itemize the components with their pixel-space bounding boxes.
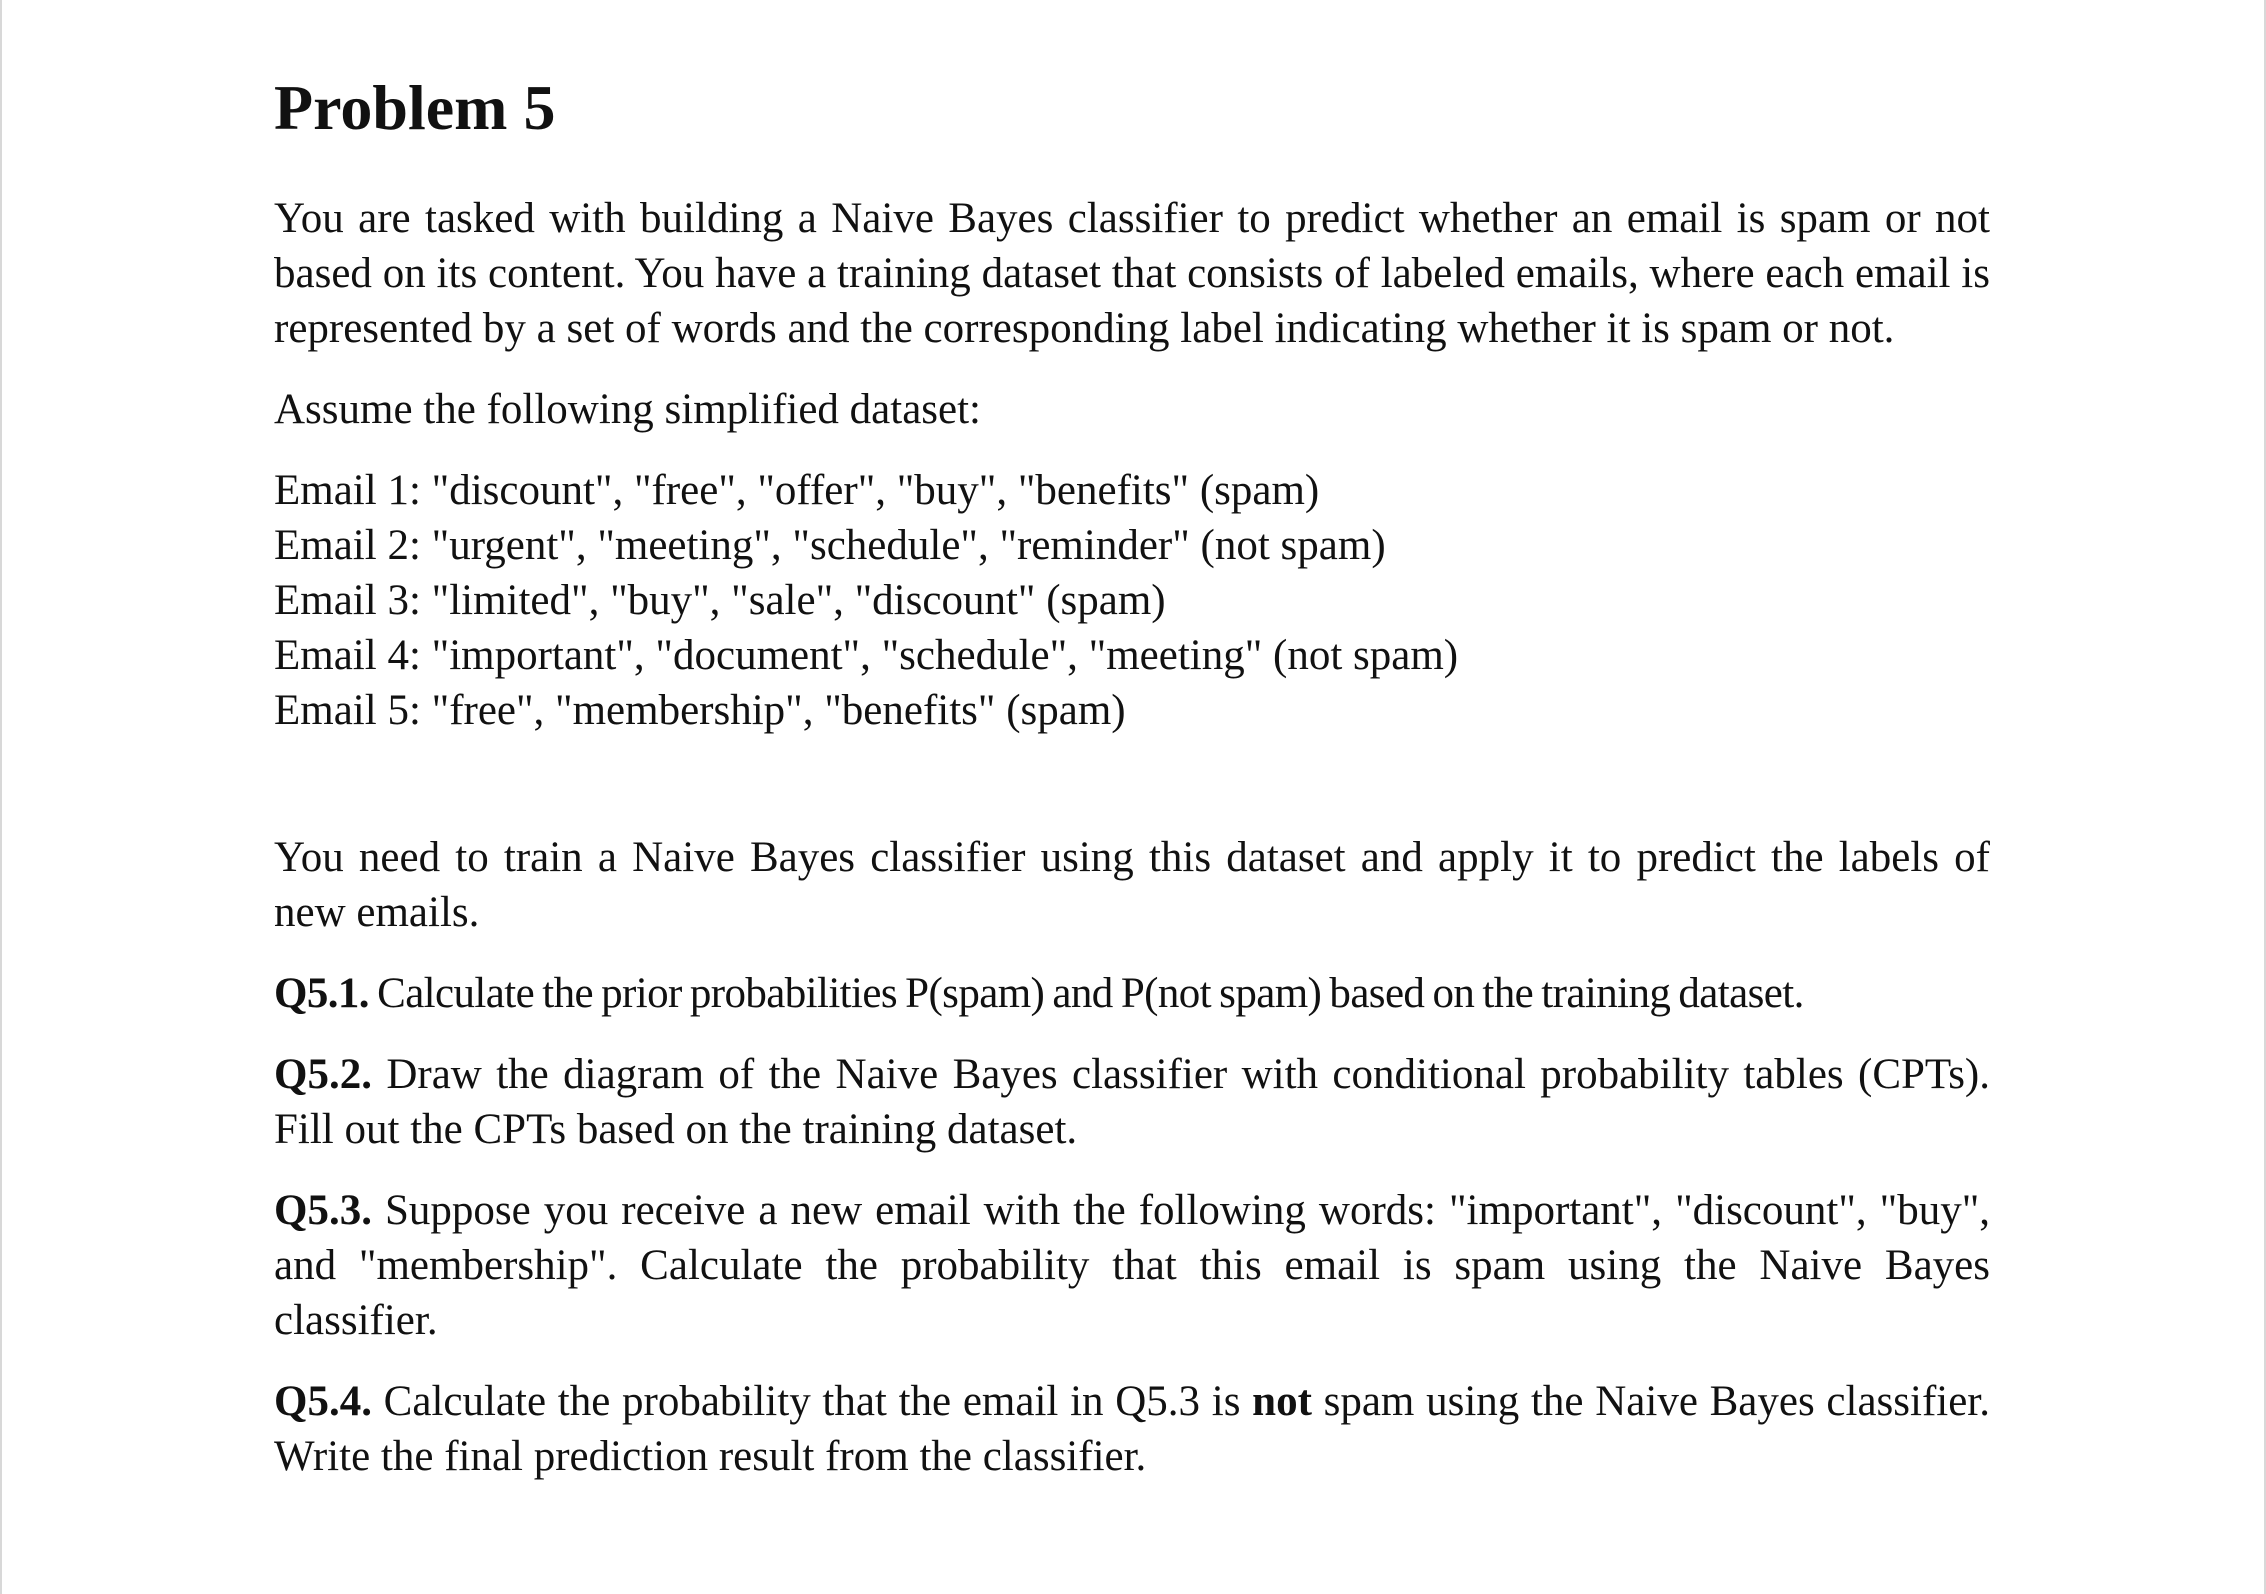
email-dataset-list: [274, 463, 1990, 738]
question-5-1: [274, 966, 1990, 1021]
dataset-intro: Assume the following simplified dataset:: [274, 385, 982, 433]
email-entry-2: Email 2: "urgent", "meeting", "schedule", "reminder" (not spam): [274, 521, 1386, 569]
task-paragraph: You need to train a Naive Bayes classifier using this dataset and apply it to predict the labels of new emails.: [274, 833, 1990, 936]
email-entry-1: Email 1: "discount", "free", "offer", "buy", "benefits" (spam): [274, 466, 1320, 514]
question-5-4: [274, 1374, 1990, 1484]
question-text: Suppose you receive a new email with the following words: "important", "discount", "buy", and "membership". Calculate the probability that this email is spam using the Naive Bayes classifier.: [274, 1186, 1991, 1344]
email-entry-5: Email 5: "free", "membership", "benefits" (spam): [274, 686, 1126, 734]
question-5-3: [274, 1183, 1990, 1348]
email-entry-3: Email 3: "limited", "buy", "sale", "discount" (spam): [274, 576, 1166, 624]
question-text: Draw the diagram of the Naive Bayes classifier with conditional probability tables (CPTs). Fill out the CPTs based on the training dataset.: [274, 1050, 1991, 1153]
document-body: [274, 70, 1990, 1510]
question-label: Q5.3.: [274, 1186, 372, 1234]
question-text-after: spam using the Naive Bayes classifier. Write the final prediction result from the classifier.: [274, 1377, 1990, 1480]
email-entry-4: Email 4: "important", "document", "schedule", "meeting" (not spam): [274, 631, 1459, 679]
question-label: Q5.2.: [274, 1050, 372, 1098]
question-label: Q5.1.: [274, 969, 369, 1017]
question-emphasis: not: [1252, 1377, 1312, 1425]
question-text: Calculate the prior probabilities P(spam) and P(not spam) based on the training dataset.: [377, 969, 1804, 1017]
intro-paragraph: You are tasked with building a Naive Bayes classifier to predict whether an email is spam or not based on its content. You have a training dataset that consists of labeled emails, where each email is represented by a set of words and the corresponding label indicating whether it is spam or not.: [274, 194, 1990, 352]
page-edge-left: [0, 0, 2, 1594]
question-label: Q5.4.: [274, 1377, 372, 1425]
question-5-2: [274, 1047, 1990, 1157]
problem-title: Problem 5: [274, 72, 556, 143]
question-text-before: Calculate the probability that the email in Q5.3 is: [383, 1377, 1241, 1425]
